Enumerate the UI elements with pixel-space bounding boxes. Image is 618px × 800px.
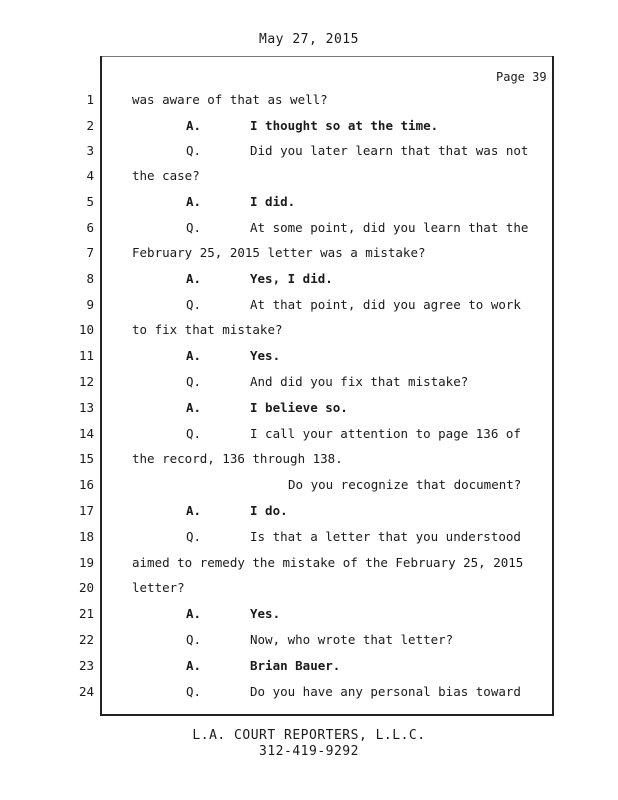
line-number: 3: [86, 143, 94, 158]
speaker-label: A.: [186, 348, 202, 363]
answer-text: I did.: [250, 194, 296, 209]
speaker-label: Q.: [186, 529, 202, 544]
line-number: 16: [78, 477, 94, 492]
question-text: At some point, did you learn that the: [250, 220, 529, 235]
speaker-label: Q.: [186, 632, 202, 647]
transcript-line-text: was aware of that as well?: [132, 92, 328, 107]
answer-text: Brian Bauer.: [250, 658, 341, 673]
question-text: At that point, did you agree to work: [250, 297, 521, 312]
court-reporter-company: L.A. COURT REPORTERS, L.L.C.: [192, 728, 426, 743]
answer-text: I believe so.: [250, 400, 348, 415]
line-number: 14: [78, 426, 94, 441]
line-number: 2: [86, 118, 94, 133]
line-number: 15: [78, 451, 94, 466]
page-frame-bottom-border: [100, 714, 554, 716]
transcript-line-text: letter?: [132, 580, 185, 595]
court-reporter-phone: 312-419-9292: [259, 744, 359, 759]
line-number: 13: [78, 400, 94, 415]
question-text: Do you have any personal bias toward: [250, 684, 521, 699]
line-number: 22: [78, 632, 94, 647]
answer-text: I thought so at the time.: [250, 118, 439, 133]
line-number: 8: [86, 271, 94, 286]
page-number-label: Page 39: [496, 70, 547, 84]
transcript-line-text: February 25, 2015 letter was a mistake?: [132, 245, 426, 260]
line-number: 9: [86, 297, 94, 312]
question-text: I call your attention to page 136 of: [250, 426, 521, 441]
answer-text: Yes.: [250, 348, 281, 363]
line-number: 18: [78, 529, 94, 544]
line-number: 24: [78, 684, 94, 699]
speaker-label: A.: [186, 118, 202, 133]
question-text: Do you recognize that document?: [288, 477, 522, 492]
line-number: 21: [78, 606, 94, 621]
line-number: 5: [86, 194, 94, 209]
page-frame-left-border: [100, 56, 102, 716]
speaker-label: Q.: [186, 684, 202, 699]
speaker-label: A.: [186, 194, 202, 209]
answer-text: Yes, I did.: [250, 271, 333, 286]
line-number: 1: [86, 92, 94, 107]
speaker-label: A.: [186, 503, 202, 518]
page-frame-right-border: [552, 56, 554, 716]
line-number: 10: [78, 322, 94, 337]
page-frame-top-border: [100, 56, 554, 57]
question-text: Is that a letter that you understood: [250, 529, 521, 544]
line-number: 23: [78, 658, 94, 673]
transcript-line-text: the case?: [132, 168, 200, 183]
speaker-label: Q.: [186, 143, 202, 158]
line-number: 4: [86, 168, 94, 183]
line-number: 17: [78, 503, 94, 518]
speaker-label: Q.: [186, 297, 202, 312]
speaker-label: Q.: [186, 374, 202, 389]
speaker-label: A.: [186, 658, 202, 673]
speaker-label: Q.: [186, 426, 202, 441]
line-number: 6: [86, 220, 94, 235]
line-number: 12: [78, 374, 94, 389]
question-text: Now, who wrote that letter?: [250, 632, 454, 647]
line-number: 20: [78, 580, 94, 595]
line-number: 7: [86, 245, 94, 260]
answer-text: I do.: [250, 503, 288, 518]
transcript-line-text: to fix that mistake?: [132, 322, 283, 337]
line-number: 11: [78, 348, 94, 363]
question-text: Did you later learn that that was not: [250, 143, 529, 158]
line-number: 19: [78, 555, 94, 570]
transcript-date: May 27, 2015: [259, 32, 359, 47]
speaker-label: Q.: [186, 220, 202, 235]
question-text: And did you fix that mistake?: [250, 374, 469, 389]
transcript-line-text: aimed to remedy the mistake of the February 25, 2015: [132, 555, 524, 570]
speaker-label: A.: [186, 400, 202, 415]
transcript-line-text: the record, 136 through 138.: [132, 451, 343, 466]
speaker-label: A.: [186, 606, 202, 621]
answer-text: Yes.: [250, 606, 281, 621]
speaker-label: A.: [186, 271, 202, 286]
